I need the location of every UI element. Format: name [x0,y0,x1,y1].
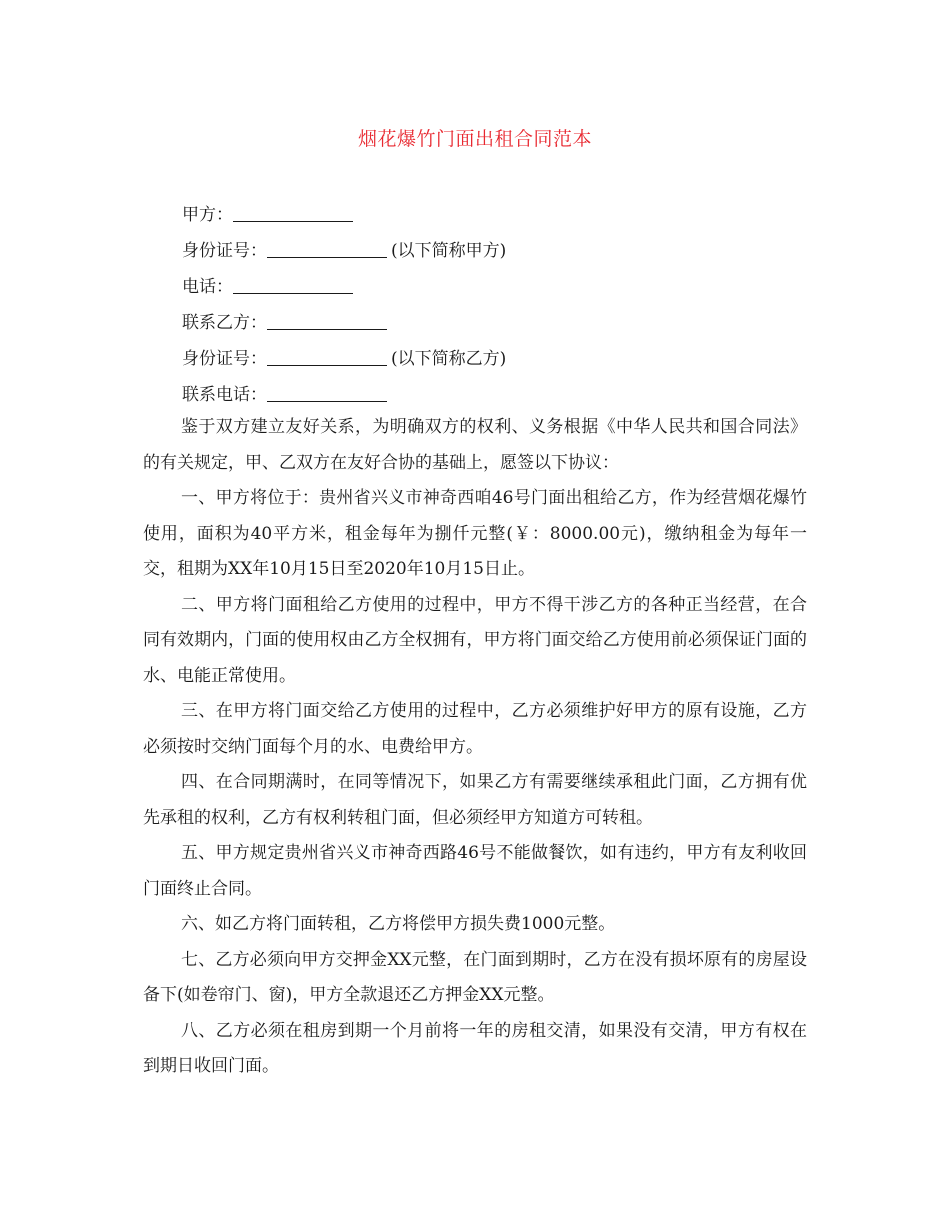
party-info-fields [182,197,506,413]
paragraph-preamble: 鉴于双方建立友好关系，为明确双方的权利、义务根据《中华人民共和国合同法》的有关规定，甲、乙双方在友好合协的基础上，愿签以下协议： [143,417,807,473]
field-suffix: (以下简称甲方) [391,241,507,261]
document-title: 烟花爆竹门面出租合同范本 [357,128,592,150]
paragraph-clause-2: 二、甲方将门面租给乙方使用的过程中，甲方不得干涉乙方的各种正当经营，在合同有效期内，门面的使用权由乙方全权拥有，甲方将门面交给乙方使用前必须保证门面的水、电能正常使用。 [143,594,807,686]
paragraph-clause-5: 五、甲方规定贵州省兴义市神奇西路46号不能做餐饮，如有违约，甲方有友利收回门面终止合同。 [143,843,807,899]
blank-line [267,237,387,258]
paragraph-clause-1: 一、甲方将位于：贵州省兴义市神奇西咱46号门面出租给乙方，作为经营烟花爆竹使用，面积为40平方米，租金每年为捌仟元整(￥：8000.00元)，缴纳租金为每年一交，租期为XX年10月15日至2020年10月15日止。 [143,488,807,579]
blank-line [267,381,387,402]
paragraph-clause-7: 七、乙方必须向甲方交押金XX元整，在门面到期时，乙方在没有损坏原有的房屋设备下(如卷帘门、窗)，甲方全款退还乙方押金XX元整。 [143,949,807,1005]
blank-line [267,309,387,330]
field-label: 联系电话： [182,385,267,405]
field-suffix: (以下简称乙方) [391,349,507,369]
blank-line [233,273,353,294]
contract-body [143,410,807,1085]
field-party-a-id [182,233,506,269]
paragraph-clause-3: 三、在甲方将门面交给乙方使用的过程中，乙方必须维护好甲方的原有设施，乙方必须按时交纳门面每个月的水、电费给甲方。 [143,701,807,757]
field-party-a-phone [182,269,506,305]
field-label: 电话： [182,277,233,297]
field-label: 身份证号： [182,349,267,369]
paragraph-clause-8: 八、乙方必须在租房到期一个月前将一年的房租交清，如果没有交清，甲方有权在到期日收回门面。 [143,1020,807,1076]
blank-line [233,201,353,222]
field-party-b [182,305,506,341]
field-label: 联系乙方： [182,313,267,333]
field-label: 甲方： [182,205,233,225]
blank-line [267,345,387,366]
field-party-b-phone [182,377,506,413]
paragraph-clause-4: 四、在合同期满时，在同等情况下，如果乙方有需要继续承租此门面，乙方拥有优先承租的权利，乙方有权利转租门面，但必须经甲方知道方可转租。 [143,772,807,828]
paragraph-clause-6: 六、如乙方将门面转租，乙方将偿甲方损失费1000元整。 [181,914,616,934]
field-party-b-id [182,341,506,377]
field-label: 身份证号： [182,241,267,261]
field-party-a [182,197,506,233]
